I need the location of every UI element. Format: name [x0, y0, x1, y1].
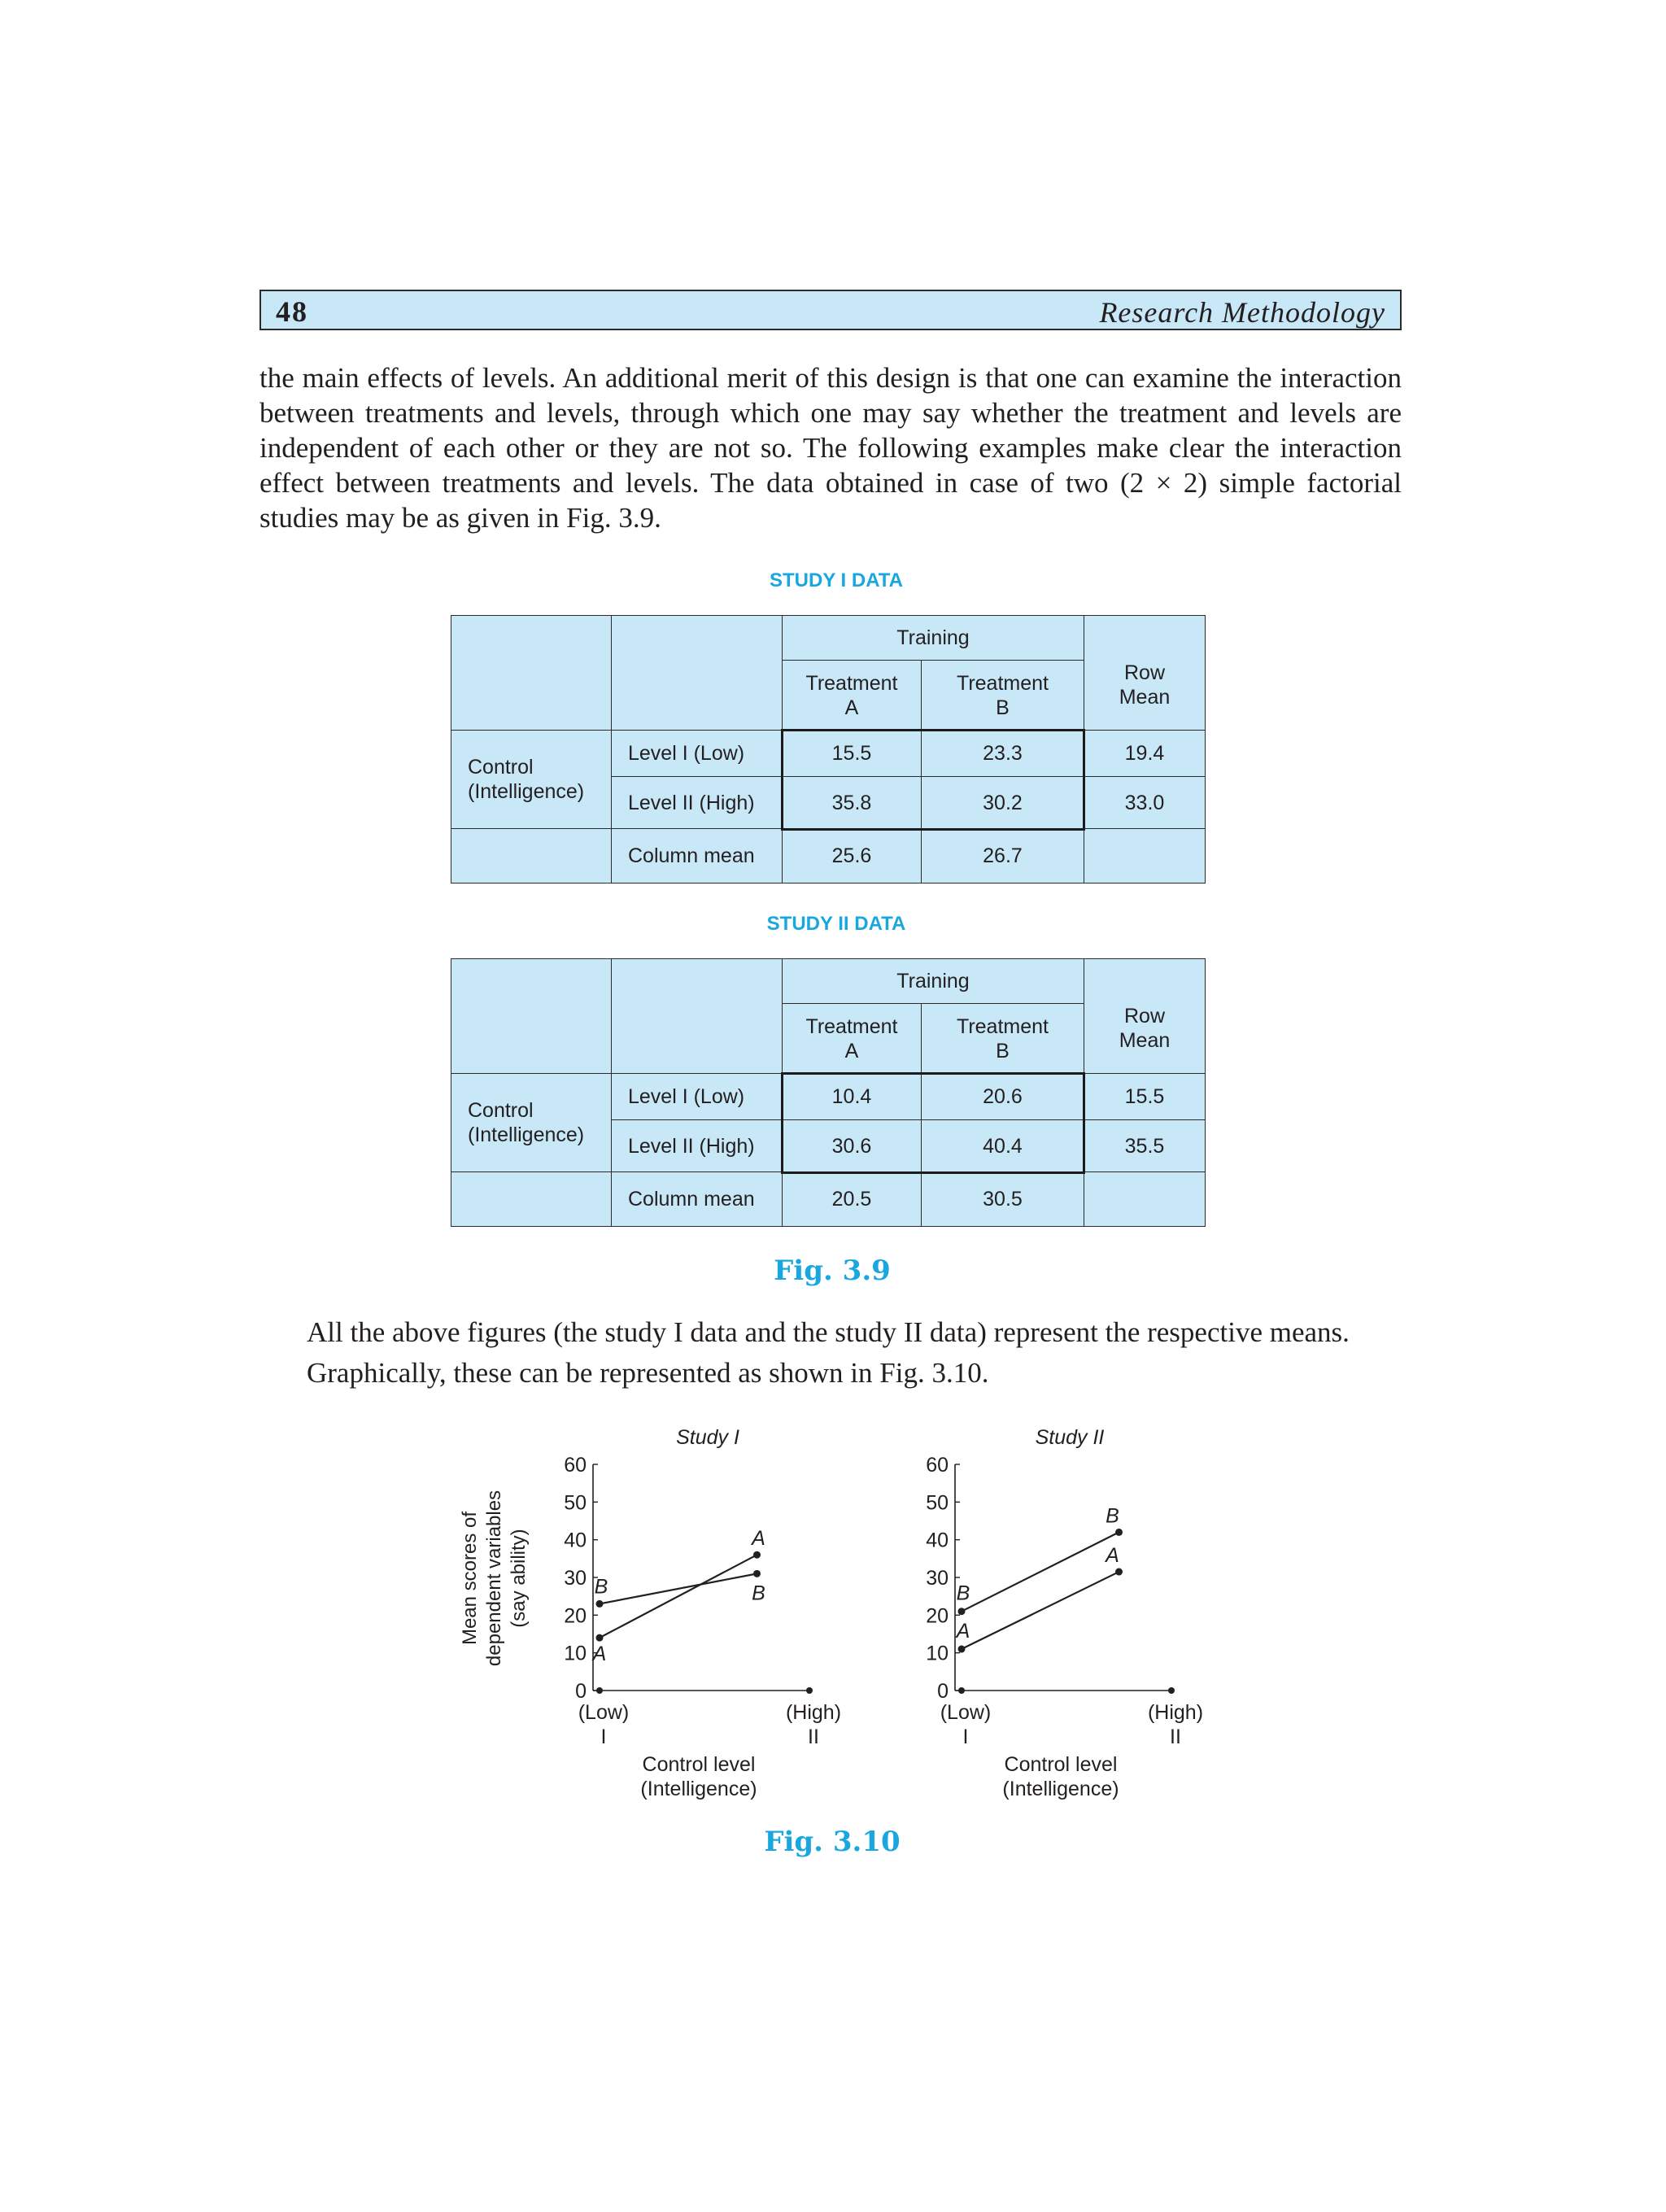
series-label: A: [592, 1643, 607, 1666]
y-tick-label: 40: [564, 1529, 587, 1552]
col-header-treatment-b: Treatment B: [921, 1003, 1084, 1074]
study-2-table: [451, 958, 1206, 1227]
x-tick-label: (High): [1147, 1701, 1204, 1724]
body-paragraph: All the above figures (the study I data and the study II data) represent the respective means. Graphically, these can be represented as shown in Fig. 3.10.: [307, 1316, 1350, 1389]
study-1-table: [451, 615, 1206, 883]
study-2-chart: [801, 1416, 1615, 1806]
body-paragraph: the main effects of levels. An additional merit of this design is that one can examine the interaction between treatments and levels, through which one may say whether the treatment and levels are independent of each other or they are not so. The following examples make clear the interaction effect between treatments and levels. The data obtained in case of two (2 × 2) simple factorial studies may be as given in Fig. 3.9.: [259, 362, 1402, 534]
control-label: Control (Intelligence): [451, 730, 612, 829]
table-cell: 20.5: [782, 1171, 922, 1227]
x-tick-label: II: [808, 1726, 819, 1748]
col-header-row-mean: Row Mean: [1084, 615, 1206, 731]
y-tick-label: 50: [564, 1491, 587, 1515]
data-point: [753, 1570, 761, 1577]
empty-cell: [451, 958, 612, 1074]
x-tick-label: (Low): [940, 1701, 992, 1724]
x-axis-label: (Intelligence): [640, 1778, 757, 1800]
table-cell: 40.4: [921, 1119, 1084, 1172]
y-tick-label: 40: [926, 1529, 949, 1552]
training-header: Training: [782, 958, 1084, 1004]
data-point: [596, 1600, 604, 1608]
table-cell: 35.8: [782, 776, 922, 829]
data-point: [596, 1634, 604, 1642]
y-tick-label: 10: [926, 1642, 949, 1665]
series-line-a: [962, 1572, 1119, 1649]
y-tick-label: 60: [564, 1454, 587, 1477]
table-cell: 23.3: [921, 730, 1084, 777]
row-label: Level I (Low): [611, 1073, 783, 1120]
row-label: Level II (High): [611, 1119, 783, 1172]
table-cell: 33.0: [1084, 776, 1206, 829]
row-label: Level I (Low): [611, 730, 783, 777]
series-label: A: [1106, 1544, 1119, 1568]
data-point: [958, 1646, 966, 1653]
series-label: A: [752, 1527, 765, 1551]
y-tick-label: 60: [926, 1454, 949, 1477]
empty-cell: [611, 615, 783, 731]
figure-caption: Fig. 3.10: [764, 1826, 901, 1858]
y-tick-label: 0: [575, 1680, 587, 1703]
empty-cell: [451, 828, 612, 883]
empty-cell: [451, 615, 612, 731]
data-point: [1115, 1568, 1123, 1576]
table-cell: 19.4: [1084, 730, 1206, 777]
series-label: B: [594, 1575, 608, 1599]
empty-cell: [611, 958, 783, 1074]
running-header: [259, 290, 1402, 330]
y-tick-label: 20: [926, 1604, 949, 1628]
study-1-title: STUDY I DATA: [769, 569, 903, 591]
data-point: [753, 1551, 761, 1559]
training-header: Training: [782, 615, 1084, 661]
table-cell: 15.5: [1084, 1073, 1206, 1120]
chart-title: Study II: [1035, 1426, 1105, 1449]
column-mean-label: Column mean: [611, 1171, 783, 1227]
control-label: Control (Intelligence): [451, 1073, 612, 1172]
series-line-b: [962, 1532, 1119, 1611]
row-label: Level II (High): [611, 776, 783, 829]
x-tick-point: [596, 1687, 603, 1694]
column-mean-label: Column mean: [611, 828, 783, 883]
y-tick-label: 30: [926, 1567, 949, 1590]
table-cell: 20.6: [921, 1073, 1084, 1120]
x-tick-point: [1168, 1687, 1175, 1694]
series-label: A: [956, 1620, 970, 1643]
y-axis-label: Mean scores of: [459, 1511, 481, 1646]
x-tick-label: I: [600, 1726, 607, 1748]
col-header-treatment-a: Treatment A: [782, 1003, 922, 1074]
y-tick-label: 10: [564, 1642, 587, 1665]
x-tick-label: II: [1170, 1726, 1181, 1748]
y-tick-label: 50: [926, 1491, 949, 1515]
data-point: [958, 1608, 966, 1615]
empty-cell: [1084, 1171, 1206, 1227]
table-cell: 35.5: [1084, 1119, 1206, 1172]
data-point: [1115, 1529, 1123, 1536]
table-cell: 30.6: [782, 1119, 922, 1172]
series-label: B: [956, 1582, 970, 1605]
table-cell: 26.7: [921, 828, 1084, 883]
col-header-row-mean: Row Mean: [1084, 958, 1206, 1074]
series-label: B: [1106, 1504, 1119, 1528]
empty-cell: [451, 1171, 612, 1227]
x-tick-label: I: [962, 1726, 969, 1748]
study-2-title: STUDY II DATA: [766, 913, 906, 935]
series-label: B: [752, 1582, 765, 1605]
series-line-b: [600, 1573, 757, 1603]
figure-caption: Fig. 3.9: [774, 1254, 891, 1287]
x-tick-label: (Low): [578, 1701, 630, 1724]
y-tick-label: 30: [564, 1567, 587, 1590]
series-line-a: [600, 1555, 757, 1638]
x-axis-label: Control level: [642, 1753, 756, 1776]
y-axis-label: dependent variables: [483, 1490, 505, 1667]
table-cell: 10.4: [782, 1073, 922, 1120]
book-title: Research Methodology: [1099, 296, 1385, 329]
page-number: 48: [276, 295, 308, 328]
table-cell: 15.5: [782, 730, 922, 777]
empty-cell: [1084, 828, 1206, 883]
x-tick-point: [958, 1687, 965, 1694]
col-header-treatment-b: Treatment B: [921, 660, 1084, 731]
table-cell: 25.6: [782, 828, 922, 883]
y-tick-label: 0: [937, 1680, 949, 1703]
x-tick-label: (High): [785, 1701, 842, 1724]
col-header-treatment-a: Treatment A: [782, 660, 922, 731]
table-cell: 30.5: [921, 1171, 1084, 1227]
x-axis-label: Control level: [1004, 1753, 1118, 1776]
y-tick-label: 20: [564, 1604, 587, 1628]
x-axis-label: (Intelligence): [1002, 1778, 1119, 1800]
chart-title: Study I: [676, 1426, 739, 1449]
table-cell: 30.2: [921, 776, 1084, 829]
y-axis-label: (say ability): [508, 1529, 530, 1628]
